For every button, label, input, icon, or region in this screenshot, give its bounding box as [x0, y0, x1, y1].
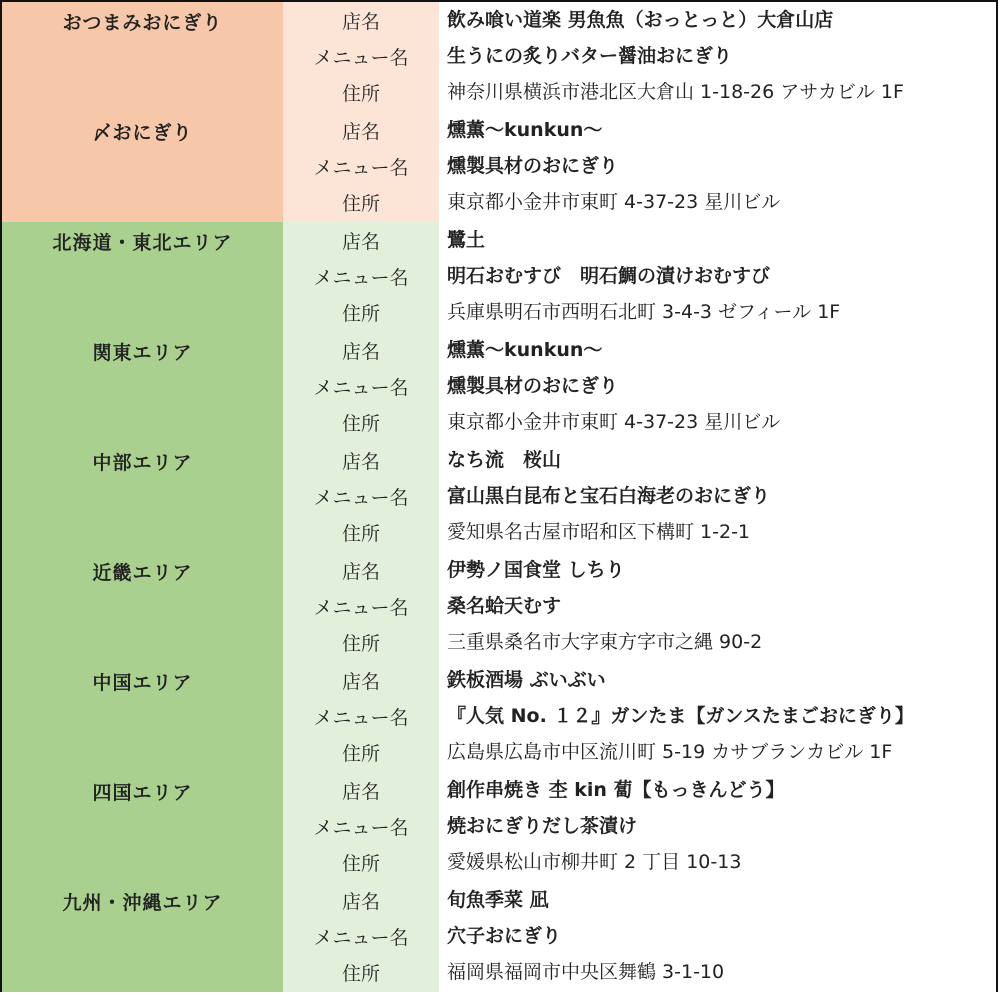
address-label: 住所	[341, 743, 380, 765]
shop-name-label: 店名	[341, 671, 380, 693]
menu-name-label: メニュー名	[313, 47, 409, 69]
address: 東京都小金井市東町 4-37-23 星川ビル	[447, 191, 781, 213]
menu-name: 生うにの炙りバター醤油おにぎり	[447, 45, 733, 67]
menu-name-label: メニュー名	[313, 487, 409, 509]
address: 愛知県名古屋市昭和区下構町 1-2-1	[447, 521, 751, 543]
shop-name-label: 店名	[341, 451, 380, 473]
shop-name: 旬魚季菜 凪	[447, 889, 549, 911]
menu-name-label: メニュー名	[313, 267, 409, 289]
table-row	[2, 2, 998, 112]
menu-name: 焼おにぎりだし茶漬け	[447, 815, 638, 837]
shop-name-label: 店名	[341, 231, 380, 253]
address: 兵庫県明石市西明石北町 3-4-3 ゼフィール 1F	[447, 301, 841, 323]
menu-name-label: メニュー名	[313, 927, 409, 949]
table-row	[2, 772, 998, 882]
field-labels	[283, 772, 439, 882]
field-values	[439, 2, 996, 112]
address-label: 住所	[341, 963, 380, 985]
shop-name: 創作串焼き 杢 kin 蔔【もっきんどう】	[447, 779, 785, 801]
menu-name: 燻製具材のおにぎり	[447, 375, 619, 397]
field-labels	[283, 552, 439, 662]
shop-name-label: 店名	[341, 11, 380, 33]
table-row	[2, 332, 998, 442]
shop-name: なち流 桜山	[447, 449, 562, 471]
field-labels	[283, 442, 439, 552]
field-values	[439, 112, 996, 222]
field-labels	[283, 222, 439, 332]
category-cell: 九州・沖縄エリア	[2, 882, 283, 992]
menu-name: 燻製具材のおにぎり	[447, 155, 619, 177]
field-values	[439, 552, 996, 662]
menu-name: 桑名蛤天むす	[447, 595, 562, 617]
shop-name-label: 店名	[341, 781, 380, 803]
address-label: 住所	[341, 413, 380, 435]
menu-name: 富山黒白昆布と宝石白海老のおにぎり	[447, 485, 771, 507]
field-values	[439, 222, 996, 332]
menu-name-label: メニュー名	[313, 707, 409, 729]
field-values	[439, 332, 996, 442]
category-cell: 四国エリア	[2, 772, 283, 882]
address-label: 住所	[341, 83, 380, 105]
table-row	[2, 662, 998, 772]
field-values	[439, 882, 996, 992]
category-cell: 〆おにぎり	[2, 112, 283, 222]
address-label: 住所	[341, 853, 380, 875]
menu-name-label: メニュー名	[313, 377, 409, 399]
shop-name-label: 店名	[341, 561, 380, 583]
category-cell: 中部エリア	[2, 442, 283, 552]
menu-name: 明石おむすび 明石鯛の漬けおむすび	[447, 265, 771, 287]
field-values	[439, 772, 996, 882]
menu-name-label: メニュー名	[313, 817, 409, 839]
shop-name: 飲み喰い道楽 男魚魚（おっとっと）大倉山店	[447, 9, 834, 31]
shop-name: 伊勢ノ国食堂 しちり	[447, 559, 625, 581]
table-row	[2, 222, 998, 332]
shop-name-label: 店名	[341, 891, 380, 913]
field-values	[439, 442, 996, 552]
field-labels	[283, 882, 439, 992]
category-cell: 北海道・東北エリア	[2, 222, 283, 332]
field-labels	[283, 2, 439, 112]
shop-name: 鉄板酒場 ぶいぶい	[447, 669, 606, 691]
menu-name: 『人気 No. １２』ガンたま【ガンスたまごおにぎり】	[447, 705, 914, 727]
address: 三重県桑名市大字東方字市之縄 90-2	[447, 631, 763, 653]
field-labels	[283, 332, 439, 442]
address: 愛媛県松山市柳井町 2 丁目 10-13	[447, 851, 742, 873]
field-values	[439, 662, 996, 772]
shop-name: 鷺土	[447, 229, 486, 251]
table-row	[2, 112, 998, 222]
menu-name: 穴子おにぎり	[447, 925, 562, 947]
menu-name-label: メニュー名	[313, 597, 409, 619]
shop-name-label: 店名	[341, 121, 380, 143]
field-labels	[283, 662, 439, 772]
address-label: 住所	[341, 193, 380, 215]
address-label: 住所	[341, 633, 380, 655]
address: 東京都小金井市東町 4-37-23 星川ビル	[447, 411, 781, 433]
field-labels	[283, 112, 439, 222]
category-cell: 近畿エリア	[2, 552, 283, 662]
category-cell: 中国エリア	[2, 662, 283, 772]
address-label: 住所	[341, 523, 380, 545]
shop-name-label: 店名	[341, 341, 380, 363]
category-cell: 関東エリア	[2, 332, 283, 442]
category-cell: おつまみおにぎり	[2, 2, 283, 112]
address: 福岡県福岡市中央区舞鶴 3-1-10	[447, 961, 725, 983]
shop-name: 燻薫～kunkun～	[447, 119, 603, 141]
table-row	[2, 882, 998, 992]
address: 広島県広島市中区流川町 5-19 カサブランカビル 1F	[447, 741, 893, 763]
address: 神奈川県横浜市港北区大倉山 1-18-26 アサカビル 1F	[447, 81, 904, 103]
table-row	[2, 552, 998, 662]
menu-name-label: メニュー名	[313, 157, 409, 179]
address-label: 住所	[341, 303, 380, 325]
table-row	[2, 442, 998, 552]
shop-name: 燻薫～kunkun～	[447, 339, 603, 361]
